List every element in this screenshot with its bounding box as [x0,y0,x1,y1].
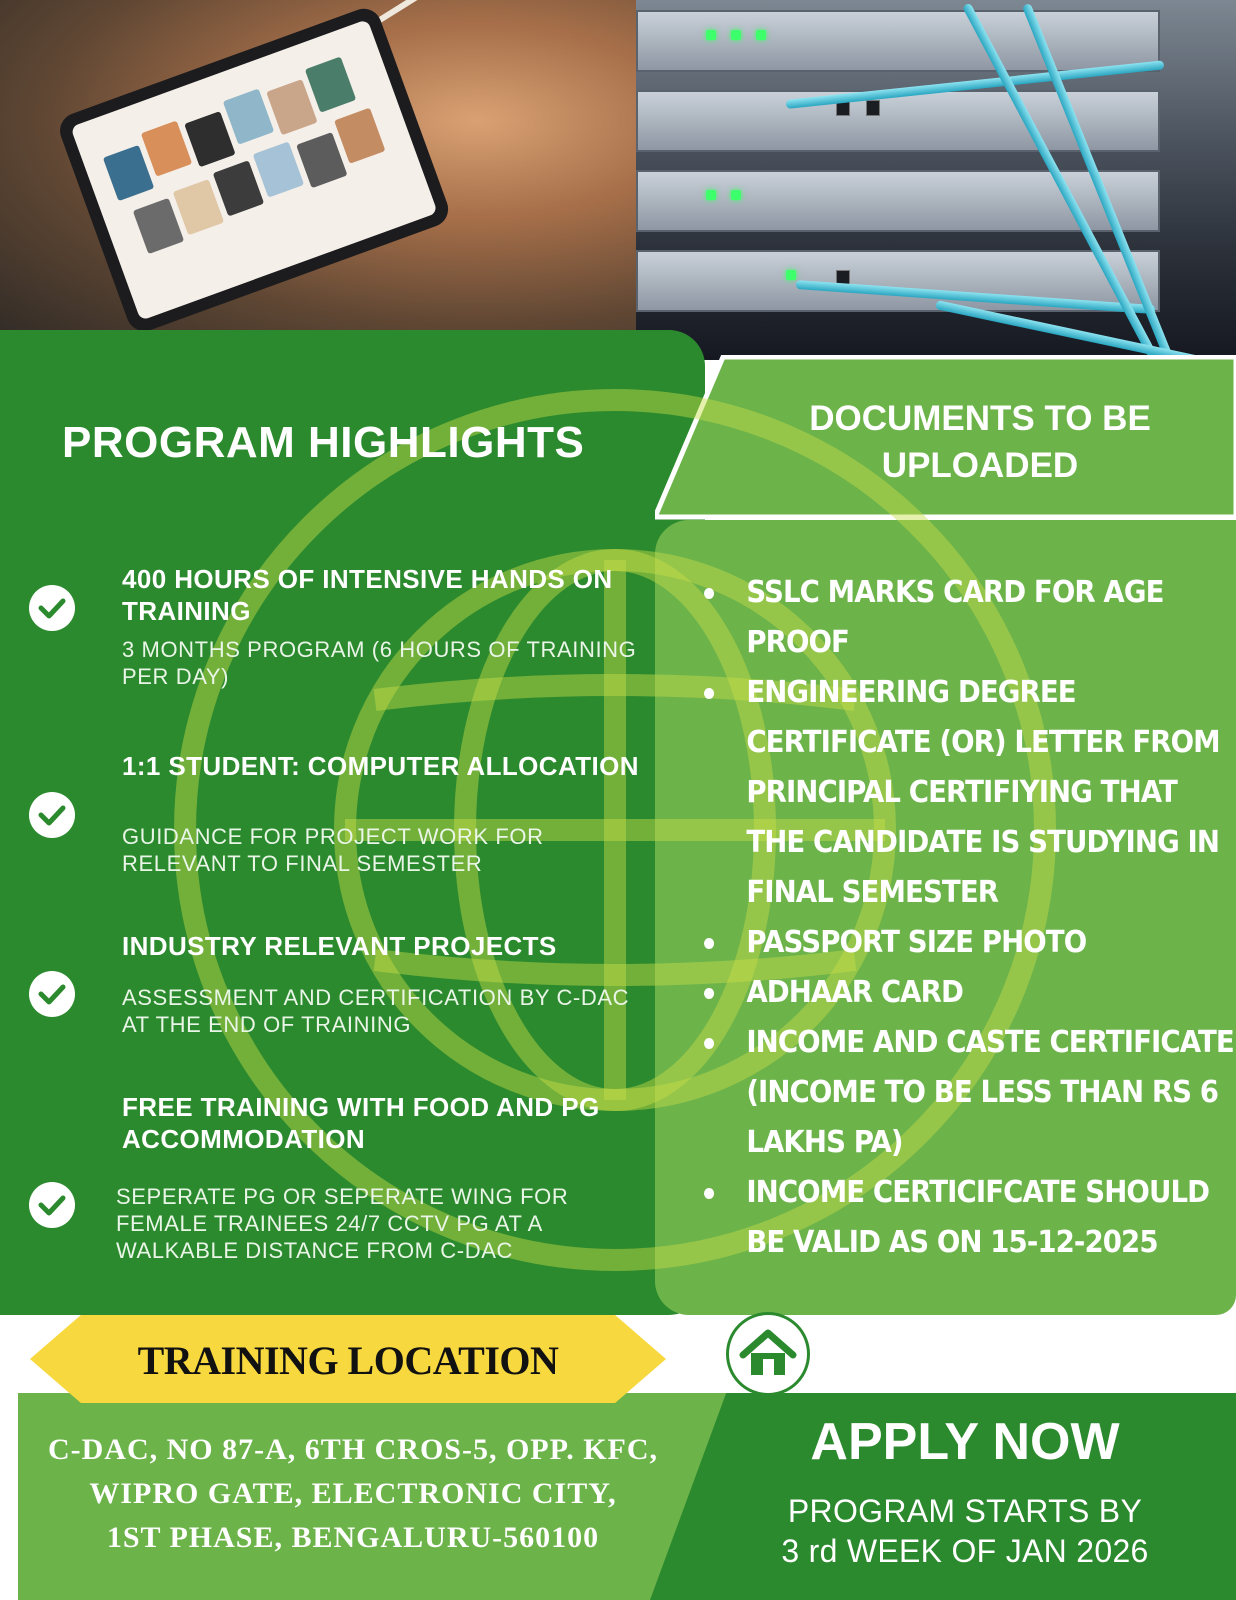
highlight-detail: 3 MONTHS PROGRAM (6 HOURS OF TRAINING PER DAY) [122,637,637,689]
document-item: SSLC MARKS CARD FOR AGE PROOF [704,568,1236,668]
document-item: INCOME AND CASTE CERTIFICATE (INCOME TO BE LESS THAN RS 6 LAKHS PA) [704,1018,1236,1168]
highlight-heading: 1:1 STUDENT: COMPUTER ALLOCATION [122,751,639,781]
address-line: 1ST PHASE, BENGALURU-560100 [106,1521,600,1554]
highlight-detail: SEPERATE PG OR SEPERATE WING FOR FEMALE TRAINEES 24/7 CCTV PG AT A WALKABLE DISTANCE FROM C-DAC [116,1184,569,1263]
highlight-detail: GUIDANCE FOR PROJECT WORK FOR RELEVANT TO FINAL SEMESTER [122,824,544,876]
documents-list [704,568,1234,1268]
highlight-heading: INDUSTRY RELEVANT PROJECTS [122,931,557,961]
location-address [18,1428,688,1560]
tablet-screen [70,19,437,321]
server-rack-photo [636,0,1236,360]
highlight-heading: FREE TRAINING WITH FOOD AND PG ACCOMMODATION [122,1092,600,1154]
check-circle-icon [28,1181,76,1229]
document-item: ADHAAR CARD [704,968,1236,1018]
program-start-info [740,1491,1190,1571]
check-circle-icon [28,791,76,839]
highlight-detail: ASSESSMENT AND CERTIFICATION BY C-DAC AT THE END OF TRAINING [122,985,630,1037]
program-start-date: 3 rd WEEK OF JAN 2026 [781,1533,1149,1569]
check-circle-icon [28,584,76,632]
document-item: PASSPORT SIZE PHOTO [704,918,1236,968]
highlights-title: PROGRAM HIGHLIGHTS [62,418,585,467]
tablet-photo [0,0,636,345]
document-item: INCOME CERTICIFCATE SHOULD BE VALID AS ON 15-12-2025 [704,1168,1236,1268]
document-item: ENGINEERING DEGREE CERTIFICATE (OR) LETTER FROM PRINCIPAL CERTIFIYING THAT THE CANDIDATE IS STUDYING IN FINAL SEMESTER [704,668,1236,918]
program-start-line: PROGRAM STARTS BY [787,1493,1143,1529]
highlight-heading: 400 HOURS OF INTENSIVE HANDS ON TRAINING [122,564,613,626]
home-button[interactable] [726,1312,810,1396]
home-icon [729,1315,807,1393]
check-circle-icon [28,970,76,1018]
location-title: TRAINING LOCATION [137,1338,559,1383]
apply-now-title[interactable]: APPLY NOW [810,1413,1120,1471]
address-line: C-DAC, NO 87-A, 6TH CROS-5, OPP. KFC, [47,1433,659,1466]
tablet-device [55,4,453,336]
address-line: WIPRO GATE, ELECTRONIC CITY, [89,1477,617,1510]
documents-title: DOCUMENTS TO BE UPLOADED [809,399,1151,485]
